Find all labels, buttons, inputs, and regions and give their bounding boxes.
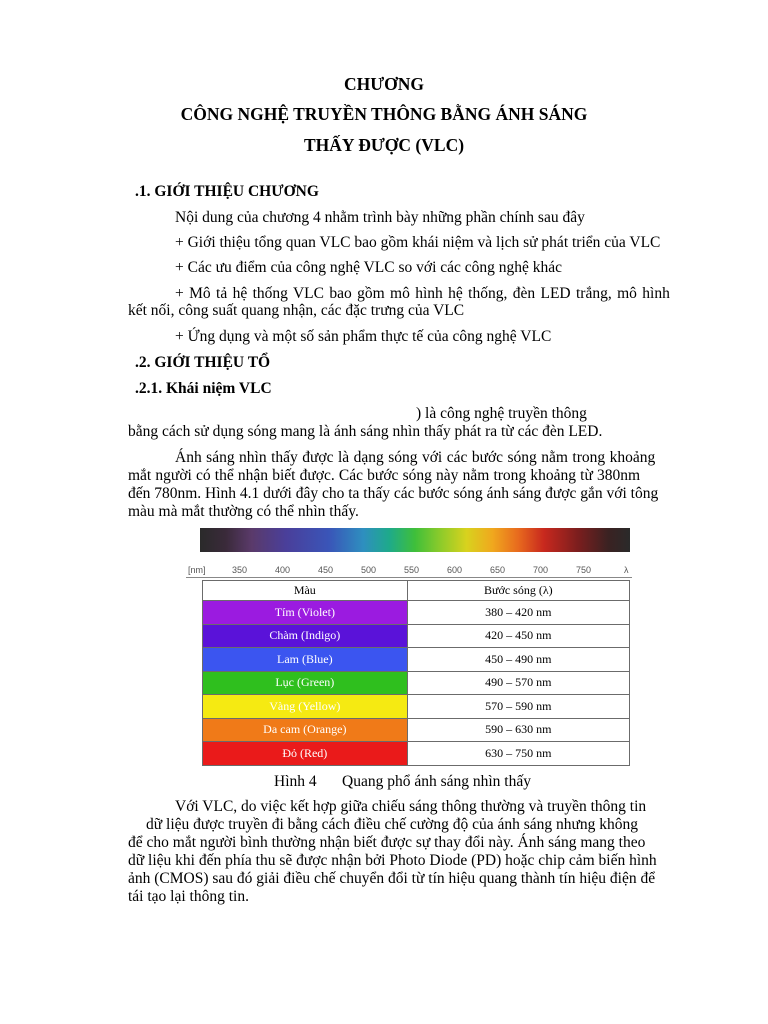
- axis-line: [186, 577, 632, 578]
- bullet-4: + Ứng dụng và một số sản phẩm thực tế của công nghệ VLC: [175, 328, 552, 345]
- section1-heading: .1. GIỚI THIỆU CHƯƠNG: [135, 183, 319, 200]
- table-row: [203, 624, 630, 648]
- axis-tick: 450: [318, 565, 334, 575]
- table-row: [203, 671, 630, 695]
- header-wavelength: Bước sóng (λ): [407, 581, 629, 601]
- chapter-title-line1: CHƯƠNG: [343, 74, 425, 94]
- header-color: Màu: [203, 581, 408, 601]
- visible-light-p-line1: Ánh sáng nhìn thấy được là dạng sóng với các bước sóng nằm trong khoảng: [175, 449, 656, 466]
- color-wavelength-table: [202, 580, 630, 766]
- axis-tick: 500: [361, 565, 377, 575]
- color-name-cell: Vàng (Yellow): [203, 695, 408, 719]
- wavelength-axis: [186, 563, 632, 579]
- vlc-definition-line2: bằng cách sử dụng sóng mang là ánh sáng nhìn thấy phát ra từ các đèn LED.: [128, 423, 603, 440]
- table-row: [203, 742, 630, 766]
- axis-tick: 700: [533, 565, 549, 575]
- bullet-3: + Mô tả hệ thống VLC bao gồm mô hình hệ thống, đèn LED trắng, mô hình: [175, 285, 670, 302]
- table-header-row: [203, 581, 630, 601]
- table-row: [203, 718, 630, 742]
- axis-tick: 400: [275, 565, 291, 575]
- spectrum-bar: [200, 528, 630, 552]
- vlc-paragraph-line1: Với VLC, do việc kết hợp giữa chiếu sáng thông thường và truyền thông tin: [175, 798, 647, 815]
- wavelength-range-cell: 590 – 630 nm: [407, 718, 629, 742]
- vlc-paragraph-line2: dữ liệu được truyền đi bằng cách điều chế cường độ của ánh sáng nhưng không: [146, 816, 639, 833]
- table-row: [203, 648, 630, 672]
- visible-light-p-line2: mắt người có thể nhận biết được. Các bước sóng này nằm trong khoảng từ 380nm: [128, 467, 641, 484]
- figure-caption-text: Quang phổ ánh sáng nhìn thấy: [342, 773, 531, 790]
- bullet-3-cont: kết nối, công suất quang nhận, các đặc trưng của VLC: [128, 302, 465, 319]
- bullet-2: + Các ưu điểm của công nghệ VLC so với các công nghệ khác: [175, 259, 563, 276]
- table-row: [203, 601, 630, 625]
- wavelength-range-cell: 380 – 420 nm: [407, 601, 629, 625]
- wavelength-range-cell: 450 – 490 nm: [407, 648, 629, 672]
- wavelength-range-cell: 490 – 570 nm: [407, 671, 629, 695]
- wavelength-range-cell: 570 – 590 nm: [407, 695, 629, 719]
- axis-unit: [nm]: [188, 565, 206, 575]
- color-name-cell: Đỏ (Red): [203, 742, 408, 766]
- vlc-definition-line1: ) là công nghệ truyền thông: [416, 405, 587, 422]
- color-name-cell: Tím (Violet): [203, 601, 408, 625]
- visible-light-p-line3: đến 780nm. Hình 4.1 dưới đây cho ta thấy các bước sóng ánh sáng được gắn với tông: [128, 485, 659, 502]
- wavelength-range-cell: 420 – 450 nm: [407, 624, 629, 648]
- axis-tick: 550: [404, 565, 420, 575]
- color-name-cell: Chàm (Indigo): [203, 624, 408, 648]
- chapter-title-line2: CÔNG NGHỆ TRUYỀN THÔNG BẰNG ÁNH SÁNG: [180, 104, 588, 124]
- axis-tick: 650: [490, 565, 506, 575]
- vlc-paragraph-line3: để cho mắt người bình thường nhận biết được sự thay đổi này. Ánh sáng mang theo: [128, 834, 646, 851]
- vlc-paragraph-line5: ảnh (CMOS) sau đó giải điều chế chuyển đổi từ tín hiệu quang thành tín hiệu điện để: [128, 870, 656, 887]
- color-name-cell: Da cam (Orange): [203, 718, 408, 742]
- wavelength-range-cell: 630 – 750 nm: [407, 742, 629, 766]
- bullet-1: + Giới thiệu tổng quan VLC bao gồm khái niệm và lịch sử phát triển của VLC: [175, 234, 661, 251]
- chapter-title-line3: THẤY ĐƯỢC (VLC): [303, 135, 465, 155]
- axis-tick: 750: [576, 565, 592, 575]
- axis-lambda: λ: [624, 565, 629, 575]
- section1-intro: Nội dung của chương 4 nhằm trình bày những phần chính sau đây: [175, 209, 585, 226]
- figure-caption-label: Hình 4: [274, 773, 317, 790]
- color-name-cell: Lục (Green): [203, 671, 408, 695]
- axis-tick: 350: [232, 565, 248, 575]
- section2-1-heading: .2.1. Khái niệm VLC: [135, 380, 272, 397]
- section2-heading: .2. GIỚI THIỆU TỔ: [135, 354, 271, 371]
- axis-tick: 600: [447, 565, 463, 575]
- vlc-paragraph-line4: dữ liệu khi đến phía thu sẽ được nhận bởi Photo Diode (PD) hoặc chip cảm biến hình: [128, 852, 657, 869]
- color-name-cell: Lam (Blue): [203, 648, 408, 672]
- visible-light-p-line4: màu mà mắt thường có thể nhìn thấy.: [128, 503, 359, 520]
- table-row: [203, 695, 630, 719]
- vlc-paragraph-line6: tái tạo lại thông tin.: [128, 888, 249, 905]
